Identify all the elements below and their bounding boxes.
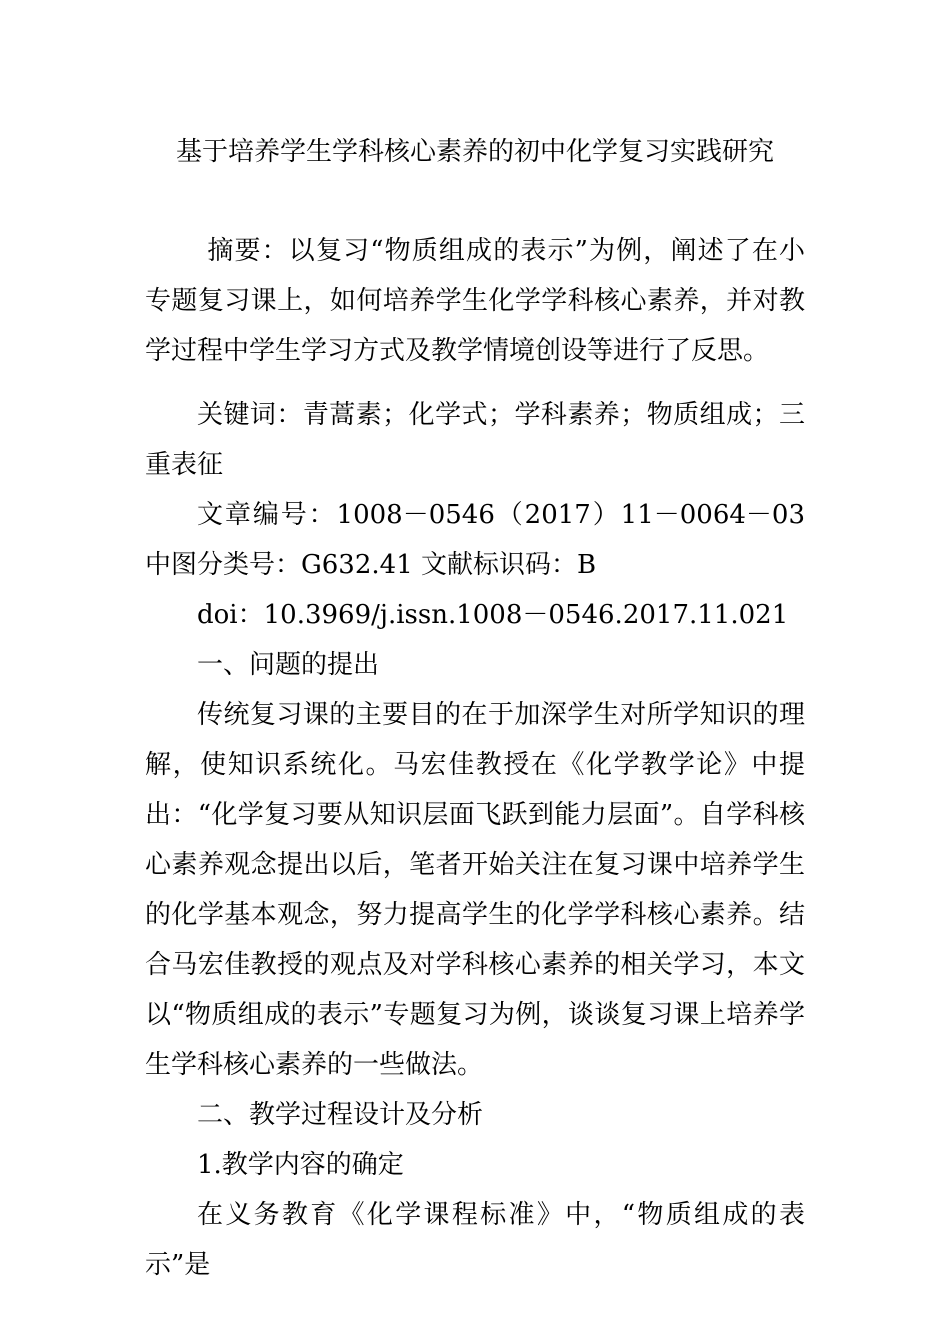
subsection-1-paragraph: 在义务教育《化学课程标准》中，“物质组成的表示”是: [145, 1200, 805, 1280]
section-1-paragraph: 传统复习课的主要目的在于加深学生对所学知识的理解，使知识系统化。马宏佳教授在《化学教学论》中提出：“化学复习要从知识层面飞跃到能力层面”。自学科核心素养观念提出以后，笔者开始关注在复习课中培养学生的化学基本观念，努力提高学生的化学学科核心素养。结合马宏佳教授的观点及对学科核心素养的相关学习，本文以“物质组成的表示”专题复习为例，谈谈复习课上培养学生学科核心素养的一些做法。: [145, 700, 805, 1080]
doi-line: doi：10.3969/j.issn.1008－0546.2017.11.021: [197, 600, 789, 630]
document-body: [145, 226, 805, 1290]
subsection-heading-1: 1.教学内容的确定: [197, 1150, 404, 1180]
section-heading-2: 二、教学过程设计及分析: [197, 1100, 484, 1130]
article-info-paragraph: 文章编号：1008－0546（2017）11－0064－03 中图分类号：G632.41 文献标识码：B: [145, 500, 805, 580]
spacer: [145, 376, 805, 390]
abstract-paragraph: 摘要：以复习“物质组成的表示”为例，阐述了在小专题复习课上，如何培养学生化学学科核心素养，并对教学过程中学生学习方式及教学情境创设等进行了反思。: [145, 236, 805, 366]
keywords-line: 关键词：青蒿素；化学式；学科素养；物质组成；三重表征: [145, 400, 805, 480]
section-heading-1: 一、问题的提出: [197, 650, 380, 680]
document-title: 基于培养学生学科核心素养的初中化学复习实践研究: [175, 137, 774, 167]
